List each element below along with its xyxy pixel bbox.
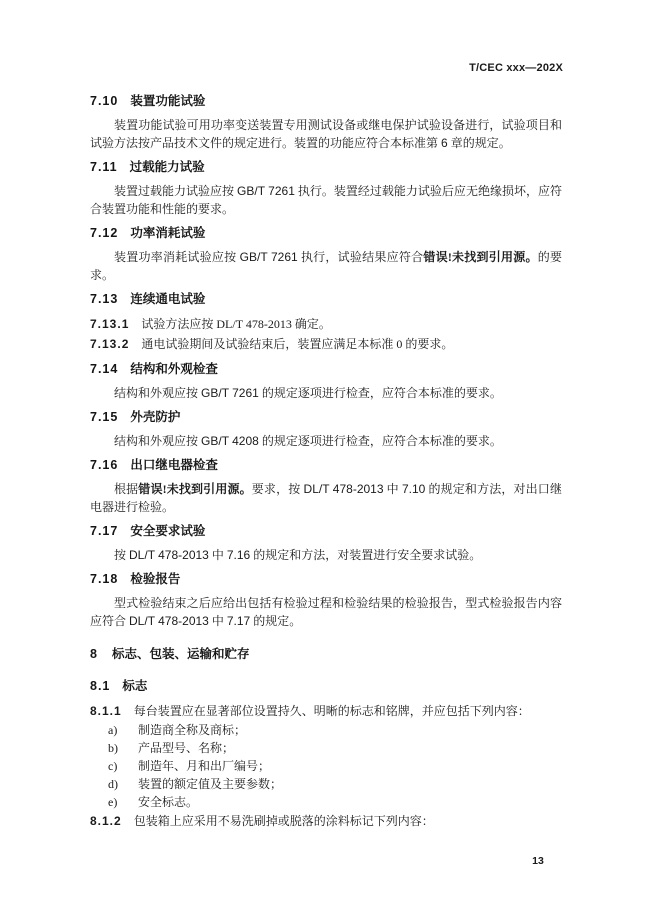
paragraph xyxy=(90,432,562,450)
text-run: 的规定和方法，对装置进行安全要求试验。 xyxy=(250,548,482,562)
text-run: 中 xyxy=(208,548,227,562)
clause-8.1.2 xyxy=(90,811,562,831)
heading-title: 功率消耗试验 xyxy=(130,226,206,240)
text-run: 的要求。 xyxy=(90,250,562,282)
heading-number: 7.18 xyxy=(90,572,119,586)
page-number: 13 xyxy=(532,855,544,867)
text-run: 的规定逐项进行检查，应符合本标准的要求。 xyxy=(258,434,502,448)
heading-7.14 xyxy=(90,361,562,377)
paragraph xyxy=(90,594,562,630)
clause-number: 7.13.1 xyxy=(90,317,130,331)
clause-number: 7.13.2 xyxy=(90,337,130,351)
text-run: 6 xyxy=(441,136,448,150)
text-run: 型式检验结束之后应给出包括有检验过程和检验结果的检验报告，型式检验报告内容应符合 xyxy=(90,596,562,628)
text-run: 制造商全称及商标； xyxy=(138,723,247,737)
text-run: 执行，试验结果应符合 xyxy=(297,250,424,264)
list-marker: b) xyxy=(108,741,118,755)
clause-8.1.1 xyxy=(90,701,562,721)
heading-number: 7.17 xyxy=(90,524,119,538)
list-item-c xyxy=(90,757,562,775)
heading-title: 装置功能试验 xyxy=(130,94,206,108)
text-run: 的规定。 xyxy=(250,614,302,628)
text-run: 每台装置应在显著部位设置持久、明晰的标志和铭牌，并应包括下列内容： xyxy=(133,704,530,718)
text-run: DL/T 478-2013 xyxy=(303,482,384,496)
paragraph xyxy=(90,384,562,402)
list-item-e xyxy=(90,793,562,811)
heading-8.1 xyxy=(90,678,562,694)
text-run: GB/T 7261 xyxy=(237,184,295,198)
heading-number: 7.16 xyxy=(90,458,119,472)
heading-title: 检验报告 xyxy=(130,572,181,586)
heading-title: 过载能力试验 xyxy=(129,160,205,174)
heading-title: 标志、包装、运输和贮存 xyxy=(111,647,250,661)
heading-number: 7.11 xyxy=(90,160,118,174)
text-run: 执行。装置经过载能力试验后应无绝缘损坏，应符合装置功能和性能的要求。 xyxy=(90,184,562,216)
text-run: 结构和外观应按 xyxy=(114,386,202,400)
heading-title: 安全要求试验 xyxy=(130,524,206,538)
text-run: 7.16 xyxy=(226,548,251,562)
header-standard-number: T/CEC xxx—202X xyxy=(469,62,563,74)
text-run: 结构和外观应按 xyxy=(114,434,202,448)
heading-number: 7.12 xyxy=(90,226,119,240)
document-content xyxy=(90,86,562,831)
heading-number: 7.10 xyxy=(90,94,119,108)
text-run: 中 xyxy=(208,614,227,628)
list-marker: d) xyxy=(108,777,118,791)
heading-number: 7.15 xyxy=(90,410,119,424)
text-run: DL/T 478-2013 xyxy=(129,548,209,562)
text-run: 7.17 xyxy=(226,614,251,628)
text-run: 装置的额定值及主要参数； xyxy=(138,777,283,791)
list-marker: a) xyxy=(108,723,118,737)
heading-8 xyxy=(90,646,562,662)
heading-7.17 xyxy=(90,523,562,539)
heading-number: 8.1 xyxy=(90,679,111,693)
clause-7.13.1 xyxy=(90,314,562,334)
text-run: 按 xyxy=(114,548,130,562)
paragraph xyxy=(90,248,562,284)
heading-number: 7.14 xyxy=(90,362,119,376)
text-run: GB/T 4208 xyxy=(201,434,259,448)
text-run: 根据 xyxy=(114,482,139,496)
clause-7.13.2 xyxy=(90,334,562,354)
text-run: 7.10 xyxy=(401,482,426,496)
text-run: 中 xyxy=(383,482,402,496)
heading-7.11 xyxy=(90,159,562,175)
paragraph xyxy=(90,116,562,152)
heading-7.12 xyxy=(90,225,562,241)
list-marker: e) xyxy=(108,795,118,809)
heading-title: 外壳防护 xyxy=(130,410,181,424)
text-run: GB/T 7261 xyxy=(201,386,259,400)
heading-7.15 xyxy=(90,409,562,425)
heading-title: 出口继电器检查 xyxy=(130,458,218,472)
text-run: GB/T 7261 xyxy=(239,250,298,264)
text-run: 错误!未找到引用源。 xyxy=(138,482,252,496)
paragraph xyxy=(90,480,562,516)
heading-title: 标志 xyxy=(122,679,148,693)
list-item-a xyxy=(90,721,562,739)
heading-7.16 xyxy=(90,457,562,473)
clause-number: 8.1.1 xyxy=(90,704,122,718)
text-run: 错误!未找到引用源。 xyxy=(423,250,538,264)
list-item-b xyxy=(90,739,562,757)
text-run: 章的规定。 xyxy=(447,136,511,150)
heading-title: 结构和外观检查 xyxy=(130,362,218,376)
text-run: 装置过载能力试验应按 xyxy=(114,184,238,198)
clause-number: 8.1.2 xyxy=(90,814,122,828)
heading-number: 8 xyxy=(90,647,98,661)
heading-7.18 xyxy=(90,571,562,587)
text-run: 安全标志。 xyxy=(138,795,199,809)
paragraph xyxy=(90,182,562,218)
text-run: 试验方法应按 DL/T 478-2013 确定。 xyxy=(141,317,331,331)
heading-7.10 xyxy=(90,93,562,109)
heading-7.13 xyxy=(90,291,562,307)
text-run: 装置功能试验可用功率变送装置专用测试设备或继电保护试验设备进行，试验项目和试验方法按产品技术文件的规定进行。装置的功能应符合本标准第 xyxy=(90,118,562,150)
text-run: 通电试验期间及试验结束后，装置应满足本标准 0 的要求。 xyxy=(141,337,454,351)
list-marker: c) xyxy=(108,759,118,773)
text-run: 要求，按 xyxy=(251,482,304,496)
text-run: 的规定和方法，对出口继电器进行检验。 xyxy=(90,482,562,514)
text-run: 产品型号、名称； xyxy=(138,741,235,755)
text-run: 制造年、月和出厂编号； xyxy=(138,759,271,773)
heading-title: 连续通电试验 xyxy=(130,292,206,306)
text-run: 包装箱上应采用不易洗刷掉或脱落的涂料标记下列内容： xyxy=(133,814,434,828)
heading-number: 7.13 xyxy=(90,292,119,306)
paragraph xyxy=(90,546,562,564)
text-run: 装置功率消耗试验应按 xyxy=(114,250,240,264)
text-run: DL/T 478-2013 xyxy=(129,614,209,628)
list-item-d xyxy=(90,775,562,793)
text-run: 的规定逐项进行检查，应符合本标准的要求。 xyxy=(258,386,502,400)
